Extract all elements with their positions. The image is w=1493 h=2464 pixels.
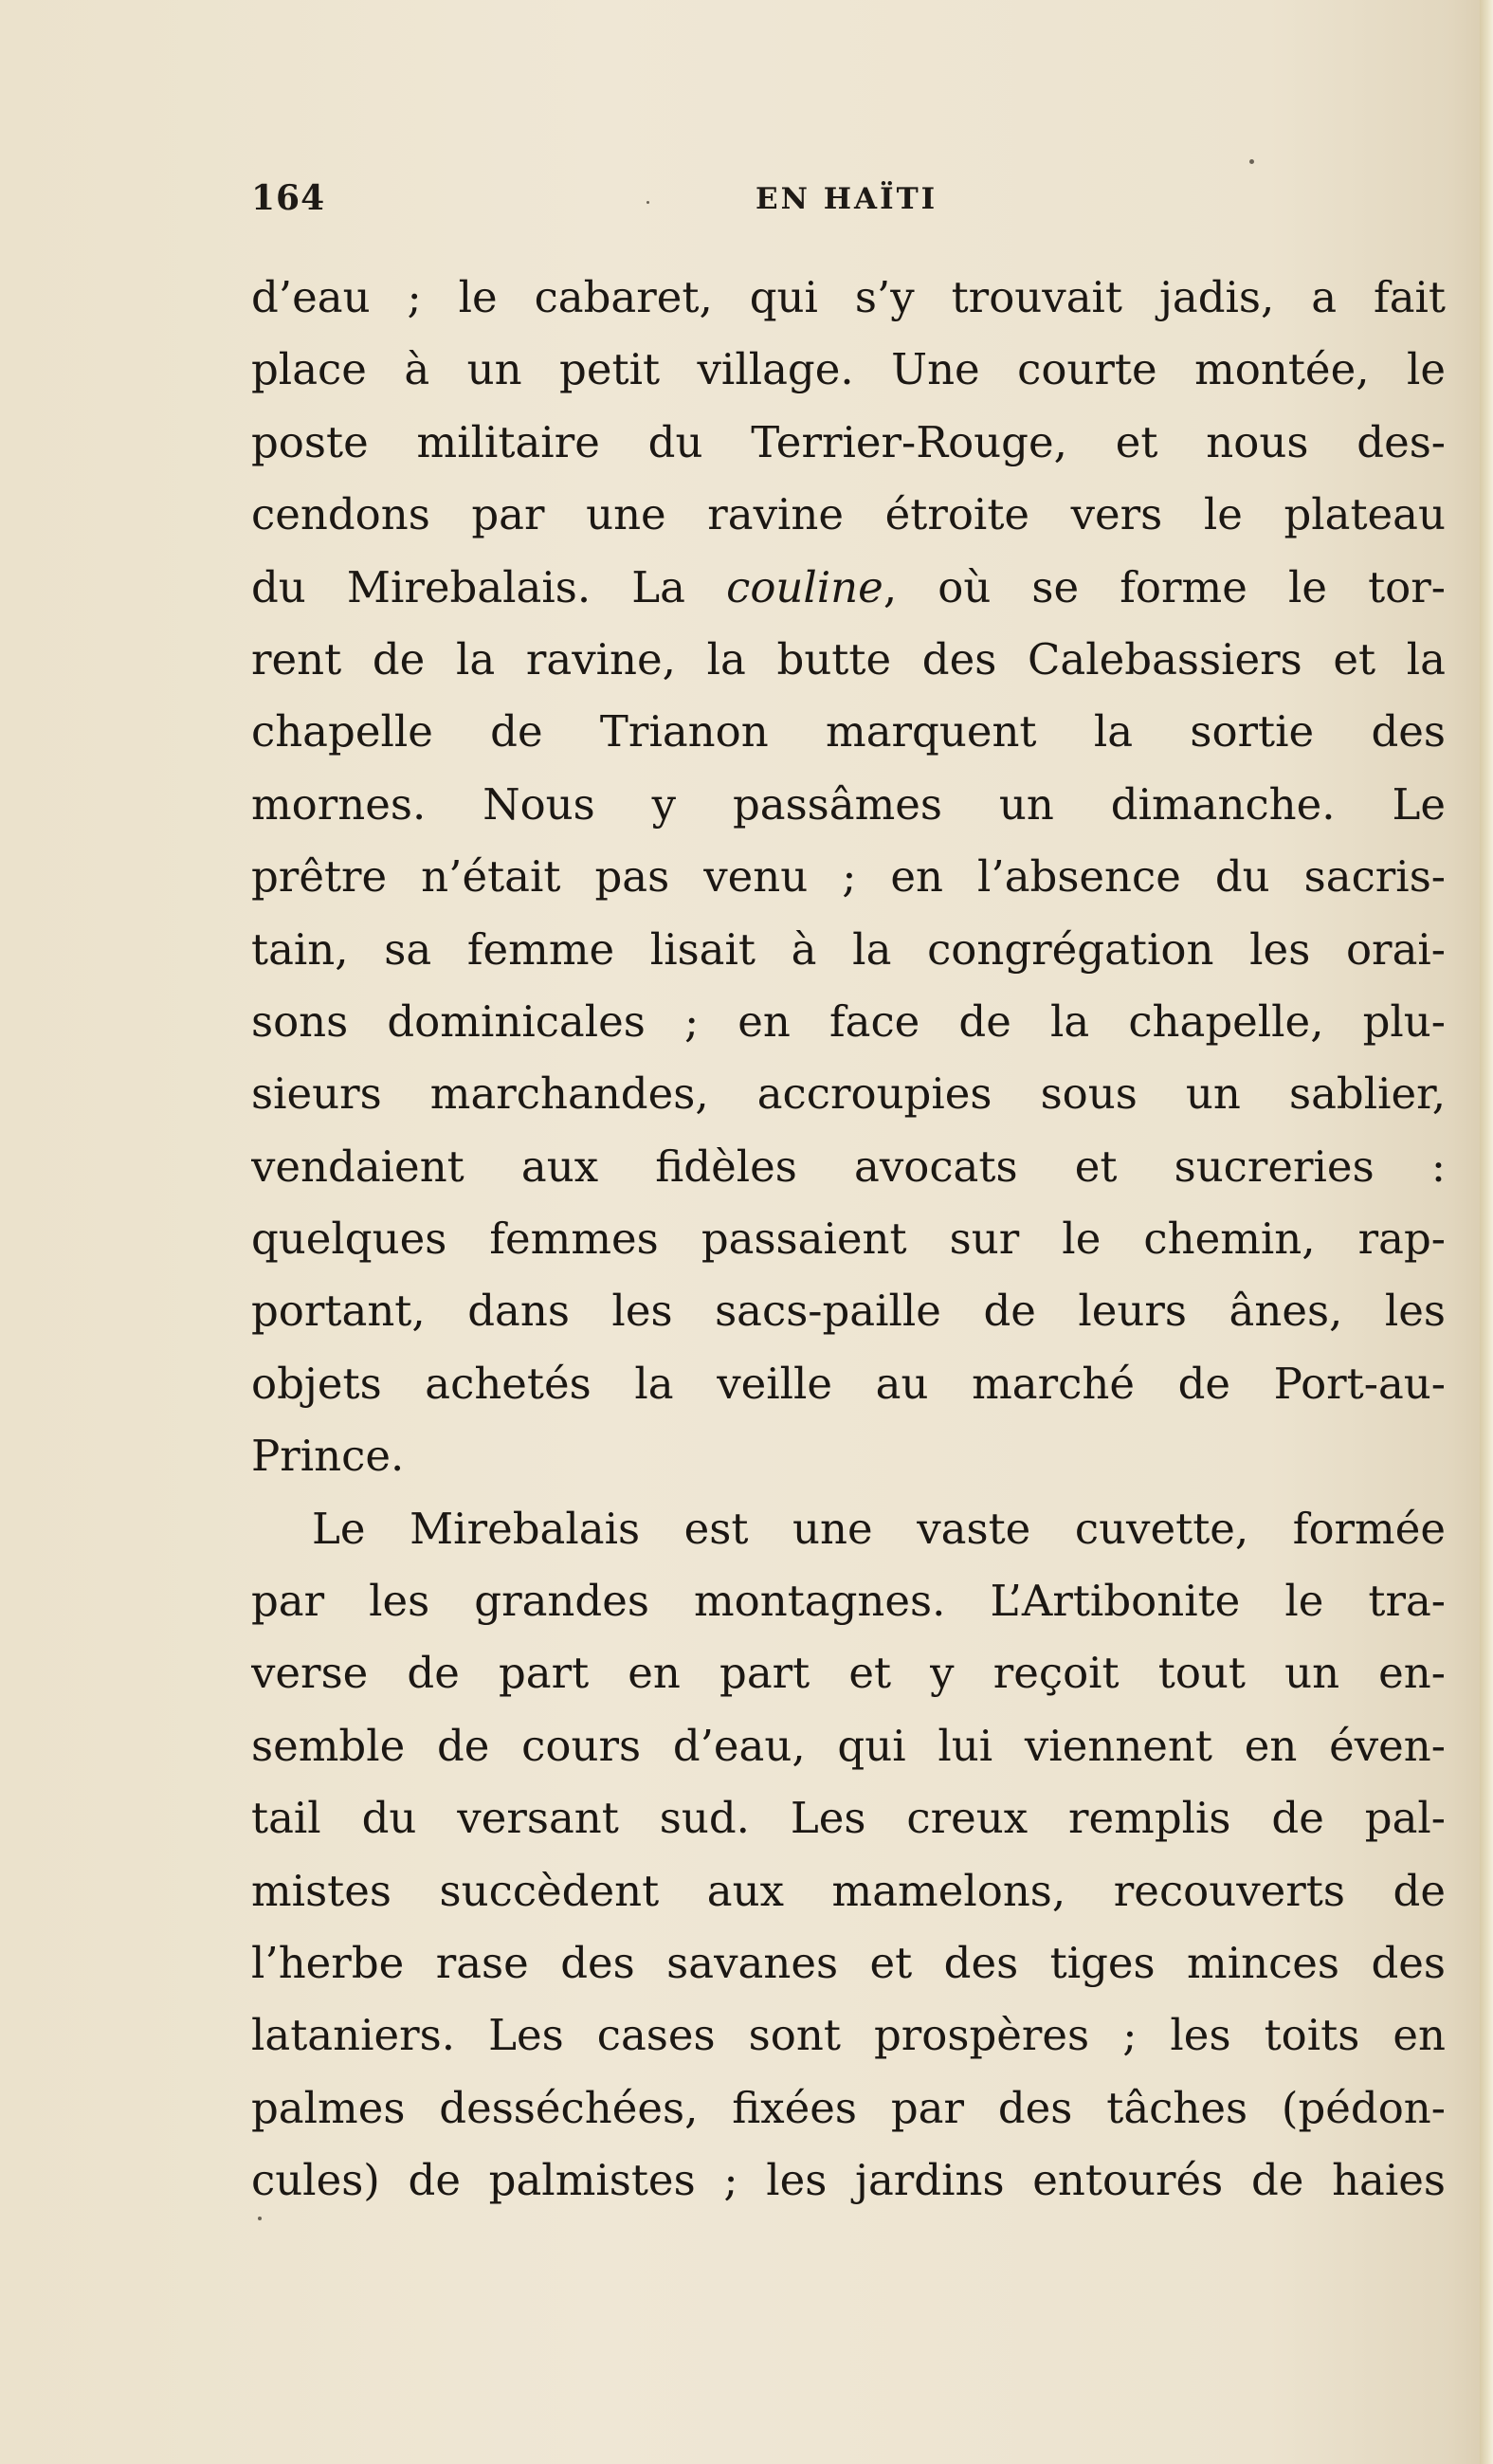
text-line: d’eau ; le cabaret, qui s’y trouvait jadis, a fait <box>251 272 1446 322</box>
text-line: quelques femmes passaient sur le chemin, rap- <box>251 1214 1446 1265</box>
text-line: semble de cours d’eau, qui lui viennent en éven- <box>251 1720 1446 1771</box>
text-line: Prince. <box>251 1431 405 1482</box>
text-line: sieurs marchandes, accroupies sous un sablier, <box>251 1068 1446 1120</box>
text-line: verse de part en part et y reçoit tout un en- <box>251 1648 1446 1699</box>
text-line: Le Mirebalais est une vaste cuvette, formée <box>312 1503 1446 1554</box>
text-line: rent de la ravine, la butte des Calebassiers et la <box>251 633 1446 684</box>
text-line: place à un petit village. Une courte montée, le <box>251 344 1446 395</box>
text-line: palmes desséchées, fixées par des tâches (pédon- <box>251 2082 1446 2133</box>
text-line: l’herbe rase des savanes et des tiges minces des <box>251 1937 1446 1988</box>
text-line: prêtre n’était pas venu ; en l’absence du sacris- <box>251 851 1446 903</box>
text-line: sons dominicales ; en face de la chapelle, plu- <box>251 995 1446 1047</box>
text-segment: , où se forme le tor- <box>883 561 1446 612</box>
text-line <box>251 552 1446 624</box>
text-line: vendaient aux fidèles avocats et sucreries : <box>251 1141 1446 1192</box>
text-line: cendons par une ravine étroite vers le plateau <box>251 489 1446 540</box>
text-line: par les grandes montagnes. L’Artibonite le tra- <box>251 1576 1446 1627</box>
text-line: mornes. Nous y passâmes un dimanche. Le <box>251 778 1446 830</box>
italic-term: couline <box>726 561 883 612</box>
text-line: mistes succèdent aux mamelons, recouverts de <box>251 1865 1446 1916</box>
text-line: chapelle de Trianon marquent la sortie des <box>251 706 1446 757</box>
text-line: tail du versant sud. Les creux remplis de pal- <box>251 1793 1446 1844</box>
text-line: tain, sa femme lisait à la congrégation les orai- <box>251 923 1446 975</box>
text-segment: du Mirebalais. La <box>251 561 727 612</box>
ink-speck <box>1249 159 1254 164</box>
text-line: objets achetés la veille au marché de Port-au- <box>251 1358 1446 1409</box>
page-edge <box>1480 0 1493 2464</box>
ink-speck <box>646 201 649 204</box>
ink-speck <box>258 2217 262 2220</box>
text-line: lataniers. Les cases sont prospères ; les toits en <box>251 2010 1446 2061</box>
text-line: cules) de palmistes ; les jardins entourés de haies <box>251 2155 1446 2206</box>
text-line: portant, dans les sacs-paille de leurs ânes, les <box>251 1286 1446 1337</box>
body-text <box>251 262 1446 2218</box>
page-number: 164 <box>251 178 326 218</box>
text-line: poste militaire du Terrier-Rouge, et nous des- <box>251 416 1446 467</box>
page-header <box>251 178 1465 226</box>
running-title: EN HAÏTI <box>756 182 938 216</box>
